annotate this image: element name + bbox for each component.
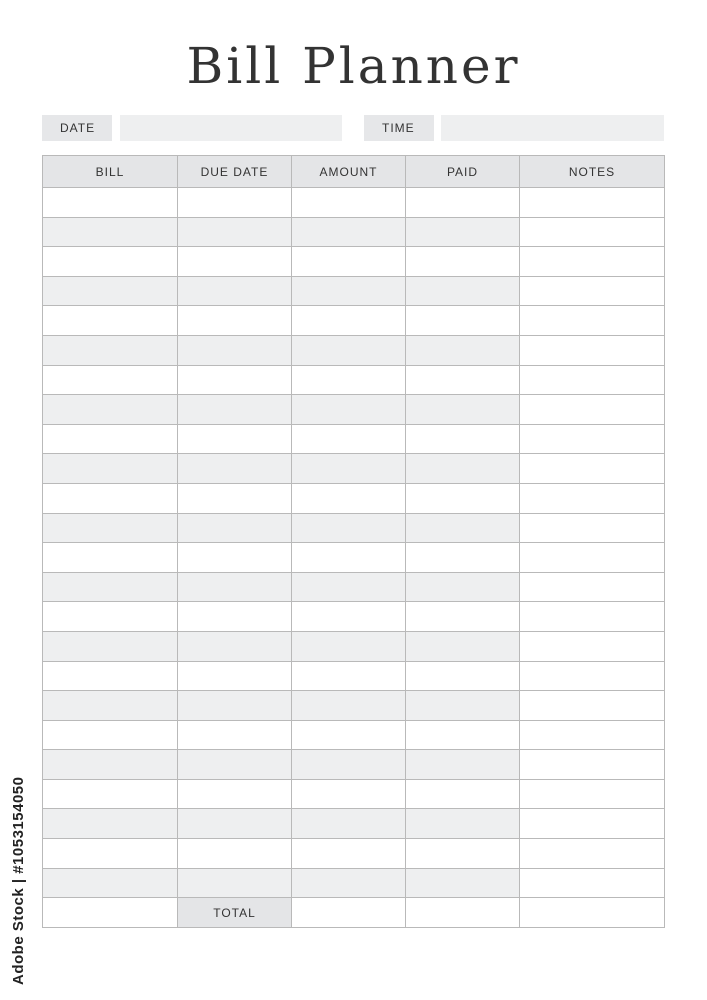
table-row: [43, 217, 665, 247]
cell-amount[interactable]: [292, 513, 406, 543]
cell-paid[interactable]: [406, 395, 520, 425]
total-amount-cell[interactable]: [292, 898, 406, 928]
date-field[interactable]: [120, 115, 342, 141]
cell-amount[interactable]: [292, 306, 406, 336]
cell-paid[interactable]: [406, 779, 520, 809]
table-row: [43, 188, 665, 218]
cell-due-date[interactable]: [178, 513, 292, 543]
cell-due-date[interactable]: [178, 691, 292, 721]
table-row: [43, 631, 665, 661]
cell-amount[interactable]: [292, 750, 406, 780]
table-row: [43, 483, 665, 513]
time-field[interactable]: [441, 115, 664, 141]
cell-notes[interactable]: [520, 720, 665, 750]
cell-amount[interactable]: [292, 454, 406, 484]
cell-bill[interactable]: [43, 335, 178, 365]
cell-due-date[interactable]: [178, 839, 292, 869]
cell-paid[interactable]: [406, 750, 520, 780]
cell-amount[interactable]: [292, 543, 406, 573]
table-row: [43, 779, 665, 809]
cell-paid[interactable]: [406, 276, 520, 306]
cell-notes[interactable]: [520, 602, 665, 632]
cell-bill[interactable]: [43, 247, 178, 277]
cell-paid[interactable]: [406, 217, 520, 247]
cell-notes[interactable]: [520, 572, 665, 602]
cell-paid[interactable]: [406, 365, 520, 395]
cell-bill[interactable]: [43, 395, 178, 425]
cell-notes[interactable]: [520, 868, 665, 898]
cell-due-date[interactable]: [178, 483, 292, 513]
cell-paid[interactable]: [406, 424, 520, 454]
cell-amount[interactable]: [292, 839, 406, 869]
table-row: [43, 661, 665, 691]
column-header-due-date: DUE DATE: [178, 156, 292, 188]
cell-paid[interactable]: [406, 188, 520, 218]
cell-bill[interactable]: [43, 276, 178, 306]
cell-notes[interactable]: [520, 276, 665, 306]
cell-paid[interactable]: [406, 247, 520, 277]
cell-amount[interactable]: [292, 809, 406, 839]
page-title: Bill Planner: [186, 37, 521, 95]
cell-paid[interactable]: [406, 720, 520, 750]
cell-due-date[interactable]: [178, 276, 292, 306]
cell-paid[interactable]: [406, 631, 520, 661]
cell-due-date[interactable]: [178, 868, 292, 898]
cell-bill[interactable]: [43, 631, 178, 661]
table-row: [43, 335, 665, 365]
table-row: [43, 868, 665, 898]
cell-notes[interactable]: [520, 898, 665, 928]
cell-due-date[interactable]: [178, 543, 292, 573]
cell-amount[interactable]: [292, 572, 406, 602]
cell-due-date[interactable]: [178, 602, 292, 632]
cell-notes[interactable]: [520, 691, 665, 721]
cell-paid[interactable]: [406, 335, 520, 365]
column-header-amount: AMOUNT: [292, 156, 406, 188]
cell-amount[interactable]: [292, 779, 406, 809]
stock-id-watermark: Adobe Stock | #1053154050: [10, 776, 27, 985]
cell-amount[interactable]: [292, 247, 406, 277]
cell-notes[interactable]: [520, 395, 665, 425]
cell-paid[interactable]: [406, 306, 520, 336]
table-header-row: [43, 156, 665, 188]
cell-amount[interactable]: [292, 188, 406, 218]
cell-bill[interactable]: [43, 602, 178, 632]
cell-bill[interactable]: [43, 306, 178, 336]
cell-bill[interactable]: [43, 868, 178, 898]
cell-notes[interactable]: [520, 306, 665, 336]
cell-bill[interactable]: [43, 720, 178, 750]
cell-bill[interactable]: [43, 424, 178, 454]
cell-paid[interactable]: [406, 483, 520, 513]
cell-paid[interactable]: [406, 839, 520, 869]
cell-notes[interactable]: [520, 839, 665, 869]
table-row: [43, 898, 665, 928]
cell-amount[interactable]: [292, 631, 406, 661]
cell-due-date[interactable]: [178, 809, 292, 839]
cell-bill[interactable]: [43, 217, 178, 247]
cell-amount[interactable]: [292, 217, 406, 247]
table-row: [43, 750, 665, 780]
cell-due-date[interactable]: [178, 661, 292, 691]
table-row: [43, 247, 665, 277]
cell-notes[interactable]: [520, 188, 665, 218]
column-header-notes: NOTES: [520, 156, 665, 188]
cell-notes[interactable]: [520, 365, 665, 395]
cell-notes[interactable]: [520, 543, 665, 573]
cell-amount[interactable]: [292, 424, 406, 454]
cell-due-date[interactable]: [178, 454, 292, 484]
cell-amount[interactable]: [292, 276, 406, 306]
cell-bill[interactable]: [43, 691, 178, 721]
cell-notes[interactable]: [520, 217, 665, 247]
cell-due-date[interactable]: [178, 306, 292, 336]
cell-bill[interactable]: [43, 483, 178, 513]
cell-bill[interactable]: [43, 513, 178, 543]
table-row: [43, 454, 665, 484]
table-row: [43, 839, 665, 869]
cell-amount[interactable]: [292, 691, 406, 721]
cell-due-date[interactable]: [178, 720, 292, 750]
column-header-paid: PAID: [406, 156, 520, 188]
cell-bill[interactable]: [43, 543, 178, 573]
table-row: [43, 572, 665, 602]
cell-notes[interactable]: [520, 661, 665, 691]
cell-notes[interactable]: [520, 247, 665, 277]
table-row: [43, 543, 665, 573]
cell-amount[interactable]: [292, 395, 406, 425]
cell-due-date[interactable]: [178, 424, 292, 454]
cell-amount[interactable]: [292, 602, 406, 632]
cell-notes[interactable]: [520, 513, 665, 543]
table-row: [43, 395, 665, 425]
date-label: DATE: [42, 115, 112, 141]
cell-due-date[interactable]: [178, 365, 292, 395]
cell-due-date[interactable]: [178, 779, 292, 809]
cell-paid[interactable]: [406, 868, 520, 898]
cell-amount[interactable]: [292, 335, 406, 365]
table-row: [43, 276, 665, 306]
table-row: [43, 365, 665, 395]
cell-paid[interactable]: [406, 543, 520, 573]
table-row: [43, 809, 665, 839]
cell-due-date[interactable]: [178, 750, 292, 780]
cell-paid[interactable]: [406, 602, 520, 632]
cell-paid[interactable]: [406, 572, 520, 602]
cell-bill[interactable]: [43, 572, 178, 602]
cell-paid[interactable]: [406, 809, 520, 839]
bill-table: [42, 155, 665, 928]
cell-due-date[interactable]: [178, 247, 292, 277]
cell-notes[interactable]: [520, 631, 665, 661]
cell-paid[interactable]: [406, 454, 520, 484]
cell-amount[interactable]: [292, 720, 406, 750]
cell-due-date[interactable]: [178, 631, 292, 661]
cell-amount[interactable]: [292, 661, 406, 691]
cell-due-date[interactable]: [178, 572, 292, 602]
column-header-bill: BILL: [43, 156, 178, 188]
table-row: [43, 513, 665, 543]
cell-bill[interactable]: [43, 750, 178, 780]
cell-bill[interactable]: [43, 898, 178, 928]
cell-amount[interactable]: [292, 868, 406, 898]
cell-notes[interactable]: [520, 750, 665, 780]
total-label: TOTAL: [178, 898, 292, 928]
table-row: [43, 306, 665, 336]
cell-notes[interactable]: [520, 483, 665, 513]
cell-due-date[interactable]: [178, 395, 292, 425]
cell-bill[interactable]: [43, 809, 178, 839]
cell-bill[interactable]: [43, 454, 178, 484]
table-row: [43, 691, 665, 721]
cell-due-date[interactable]: [178, 335, 292, 365]
cell-bill[interactable]: [43, 839, 178, 869]
cell-notes[interactable]: [520, 424, 665, 454]
cell-due-date[interactable]: [178, 188, 292, 218]
table-row: [43, 602, 665, 632]
cell-notes[interactable]: [520, 454, 665, 484]
cell-paid[interactable]: [406, 513, 520, 543]
cell-bill[interactable]: [43, 365, 178, 395]
cell-amount[interactable]: [292, 365, 406, 395]
cell-paid[interactable]: [406, 661, 520, 691]
cell-notes[interactable]: [520, 335, 665, 365]
table-row: [43, 720, 665, 750]
cell-bill[interactable]: [43, 188, 178, 218]
table-row: [43, 424, 665, 454]
time-label: TIME: [364, 115, 434, 141]
cell-paid[interactable]: [406, 691, 520, 721]
cell-due-date[interactable]: [178, 217, 292, 247]
cell-notes[interactable]: [520, 809, 665, 839]
cell-notes[interactable]: [520, 779, 665, 809]
cell-amount[interactable]: [292, 483, 406, 513]
cell-paid[interactable]: [406, 898, 520, 928]
cell-bill[interactable]: [43, 779, 178, 809]
cell-bill[interactable]: [43, 661, 178, 691]
table-body: [43, 188, 665, 928]
